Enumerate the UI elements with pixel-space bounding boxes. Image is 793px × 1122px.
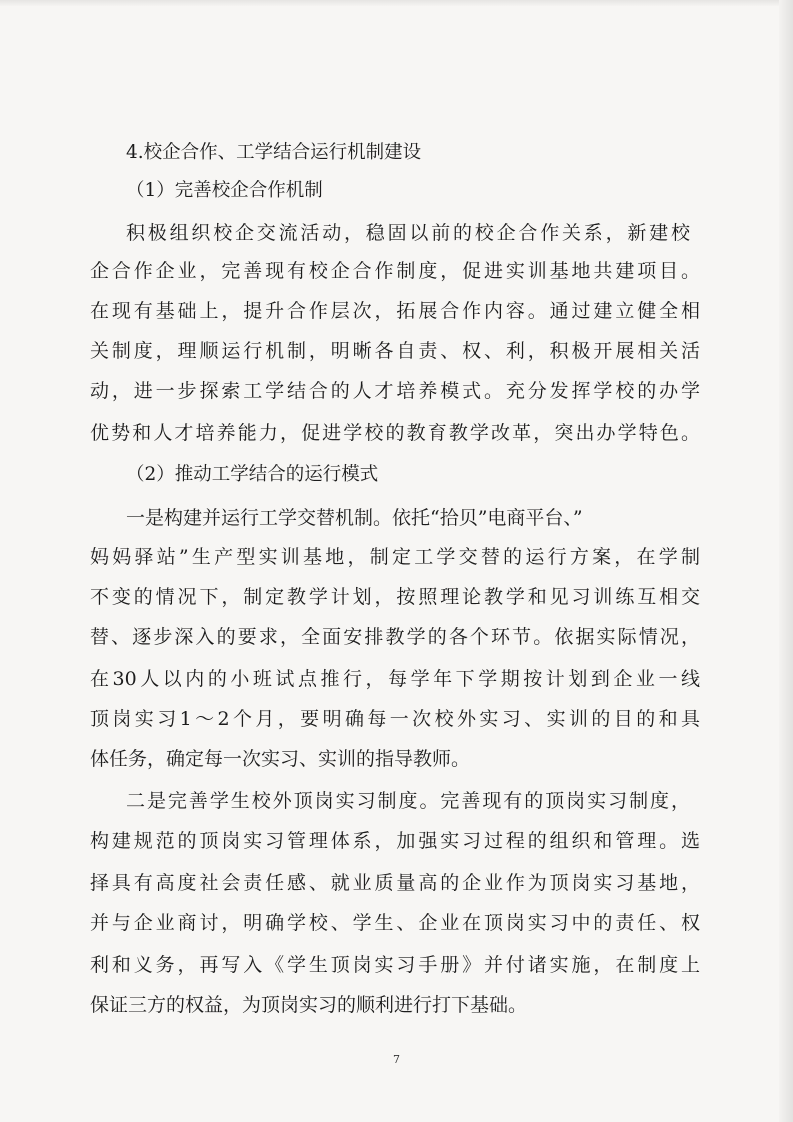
paragraph-line: 利和义务，再写入《学生顶岗实习手册》并付诸实施，在制度上 [90, 954, 700, 976]
paragraph-line: 妈妈驿站”生产型实训基地，制定工学交替的运行方案，在学制 [90, 546, 700, 568]
paragraph-line: 一是构建并运行工学交替机制。依托“拾贝”电商平台、” [126, 507, 583, 529]
paragraph-line: 在现有基础上，提升合作层次，拓展合作内容。通过建立健全相 [90, 300, 700, 322]
paragraph-line: 择具有高度社会责任感、就业质量高的企业作为顶岗实习基地， [90, 872, 700, 894]
paragraph-line: 构建规范的顶岗实习管理体系，加强实习过程的组织和管理。选 [90, 830, 700, 852]
subsection-heading-1: （1）完善校企合作机制 [126, 180, 323, 201]
scan-edge-right [779, 0, 793, 1122]
paragraph-line: 关制度，理顺运行机制，明晰各自责、权、利，积极开展相关活 [90, 340, 700, 362]
paragraph-line: 保证三方的权益，为顶岗实习的顺利进行打下基础。 [90, 994, 528, 1016]
paragraph-line: 在30人以内的小班试点推行，每学年下学期按计划到企业一线 [90, 668, 700, 690]
paragraph-line: 替、逐步深入的要求，全面安排教学的各个环节。依据实际情况， [90, 626, 700, 648]
paragraph-line: 动，进一步探索工学结合的人才培养模式。充分发挥学校的办学 [90, 380, 700, 402]
subsection-heading-2: （2）推动工学结合的运行模式 [126, 464, 379, 485]
paragraph-line: 二是完善学生校外顶岗实习制度。完善现有的顶岗实习制度， [126, 790, 690, 812]
paragraph-line: 体任务，确定每一次实习、实训的指导教师。 [90, 748, 471, 770]
paragraph-line: 企合作企业，完善现有校企合作制度，促进实训基地共建项目。 [90, 260, 700, 282]
paragraph-line: 顶岗实习1～2个月，要明确每一次校外实习、实训的目的和具 [90, 708, 700, 730]
paragraph-line: 并与企业商讨，明确学校、学生、企业在顶岗实习中的责任、权 [90, 912, 700, 934]
page-number: 7 [393, 1053, 400, 1066]
paragraph-line: 优势和人才培养能力，促进学校的教育教学改革，突出办学特色。 [90, 422, 700, 444]
paragraph-line: 不变的情况下，制定教学计划，按照理论教学和见习训练互相交 [90, 586, 700, 608]
paragraph-line: 积极组织校企交流活动，稳固以前的校企合作关系，新建校 [126, 222, 690, 244]
scan-edge-top [0, 0, 793, 6]
section-heading: 4.校企合作、工学结合运行机制建设 [126, 142, 422, 163]
